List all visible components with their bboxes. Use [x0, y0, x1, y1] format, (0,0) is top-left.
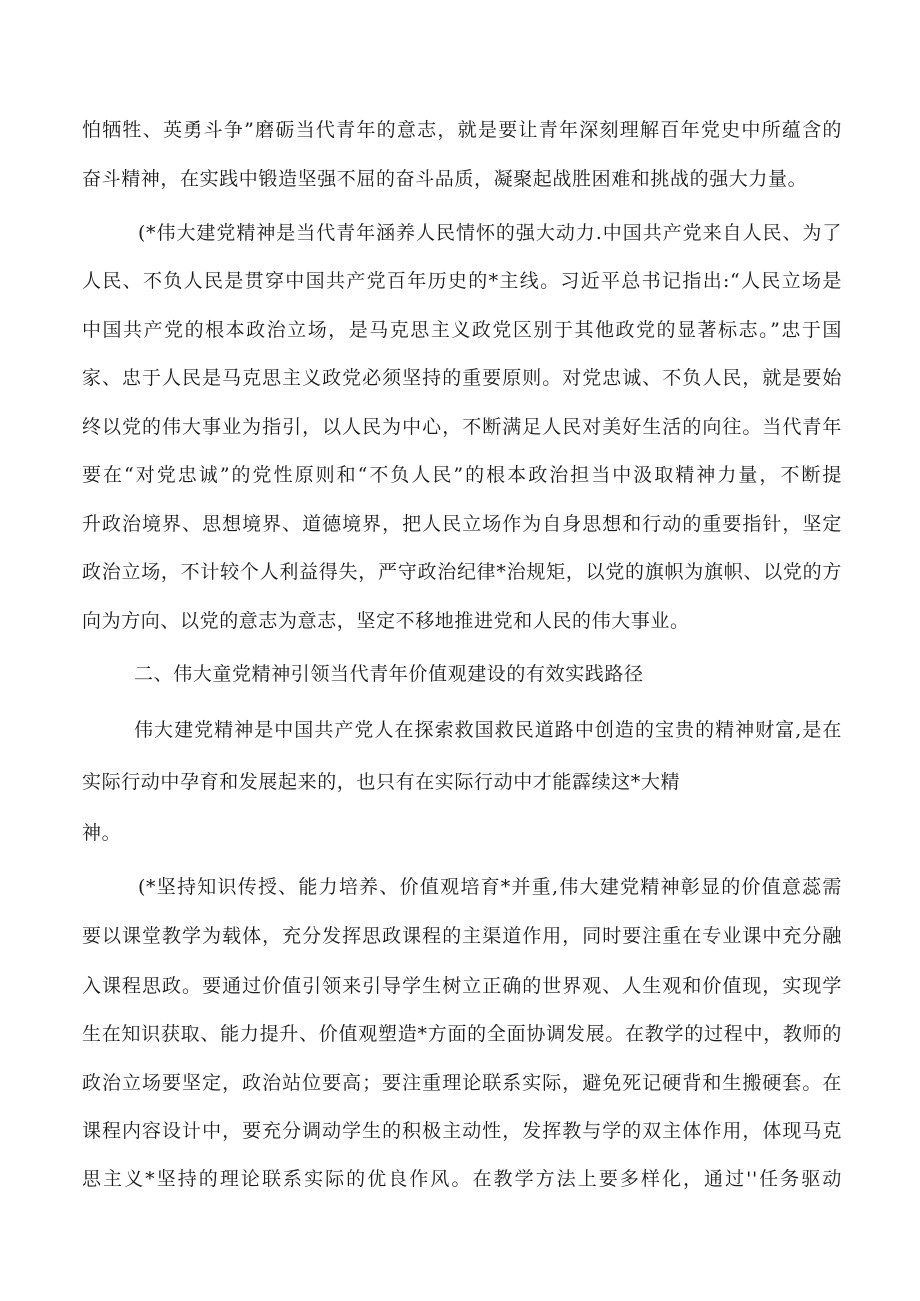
p4-line-5: 政治立场要坚定，政治站位要高；要注重理论联系实际，避免死记硬背和生搬硬套。在	[82, 1072, 842, 1094]
p2-line-8: 政治立场，不计较个人利益得失，严守政治纪律*治规矩，以党的旗帜为旗帜、以党的方	[82, 561, 842, 583]
p4-line-2: 要以课堂教学为载体，充分发挥思政课程的主渠道作用，同时要注重在专业课中充分融	[82, 925, 842, 947]
p1-line-1: 怕牺牲、英勇斗争”磨砺当代青年的意志，就是要让青年深刻理解百年党史中所蕴含的	[82, 119, 842, 141]
p3-line-1: 伟大建党精神是中国共产党人在探索救国救民道路中创造的宝贵的精神财富,是在	[134, 719, 842, 741]
section-heading: 二、伟大童党精神引领当代青年价值观建设的有效实践路径	[134, 663, 644, 685]
p4-line-7: 思主义*坚持的理论联系实际的优良作风。在教学方法上要多样化，通过''任务驱动	[82, 1168, 842, 1190]
p2-line-3: 中国共产党的根本政治立场，是马克思主义政党区别于其他政党的显著标志。”忠于国	[82, 319, 842, 341]
p4-line-1: (*坚持知识传授、能力培养、价值观培育*并重,伟大建党精神彰显的价值意蕊需	[138, 876, 842, 898]
p4-line-4: 生在知识获取、能力提升、价值观塑造*方面的全面协调发展。在教学的过程中，教师的	[82, 1023, 842, 1045]
p3-line-3: 神。	[82, 822, 122, 844]
p2-line-6: 要在“对党忠诚”的党性原则和“不负人民”的根本政治担当中汲取精神力量，不断提	[82, 464, 842, 486]
p2-line-7: 升政治境界、思想境界、道德境界，把人民立场作为自身思想和行动的重要指针，坚定	[82, 513, 842, 535]
p4-line-6: 课程内容设计中，要充分调动学生的积极主动性，发挥教与学的双主体作用，体现马克	[82, 1120, 842, 1142]
p2-line-1: (*伟大建党精神是当代青年涵养人民情怀的强大动力.中国共产党来自人民、为了	[138, 222, 842, 244]
p2-line-5: 终以党的伟大事业为指引，以人民为中心，不断满足人民对美好生活的向往。当代青年	[82, 416, 842, 438]
p4-line-3: 入课程思政。要通过价值引领来引导学生树立正确的世界观、人生观和价值现，实现学	[82, 975, 842, 997]
p3-line-2: 实际行动中孕育和发展起来的，也只有在实际行动中才能霹续这*大精	[82, 771, 681, 793]
p2-line-4: 家、忠于人民是马克思主义政党必须坚持的重要原则。对党忠诚、不负人民，就是要始	[82, 367, 842, 389]
p1-line-2: 奋斗精神，在实践中锻造坚强不屈的奋斗品质，凝聚起战胜困难和挑战的强大力量。	[82, 168, 808, 190]
p2-line-2: 人民、不负人民是贯穿中国共产党百年历史的*主线。习近平总书记指出:“人民立场是	[82, 270, 842, 292]
p2-line-9: 向为方向、以党的意志为意志，坚定不移地推进党和人民的伟大事业。	[82, 610, 690, 632]
